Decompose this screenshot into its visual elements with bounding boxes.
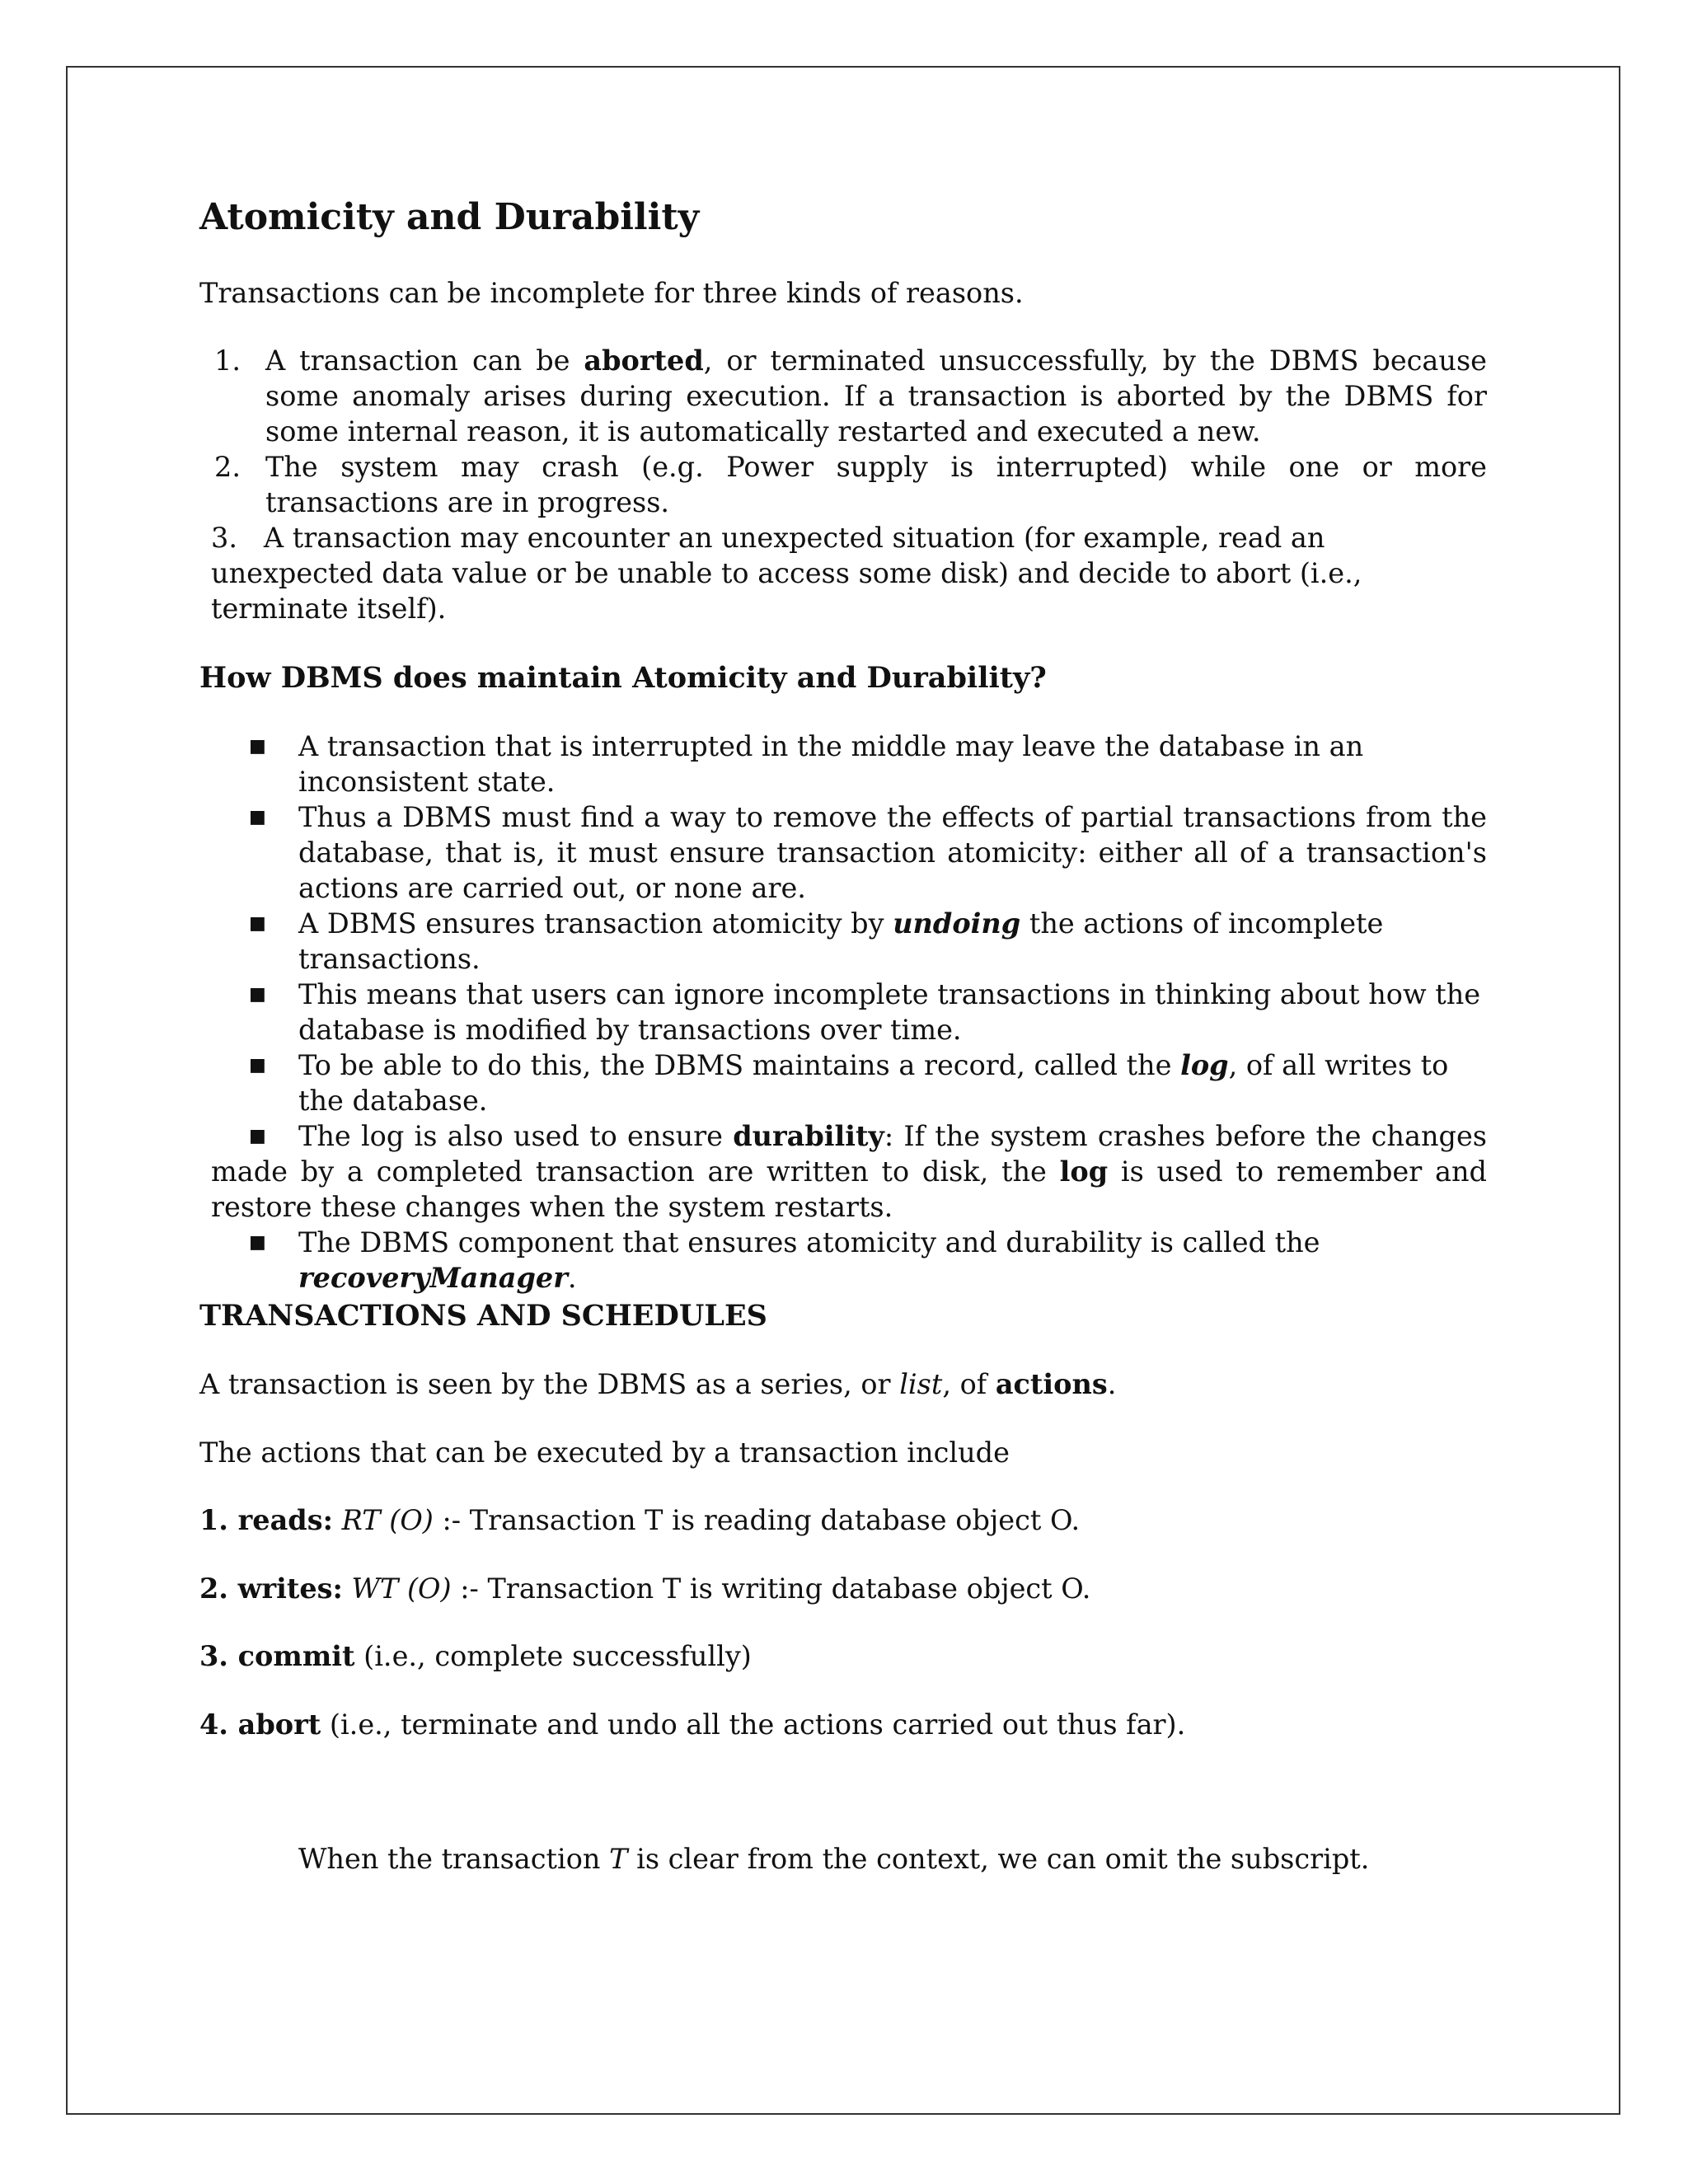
section-heading-transactions: TRANSACTIONS AND SCHEDULES <box>199 1299 767 1333</box>
page-title: Atomicity and Durability <box>199 196 700 238</box>
actions-lead-paragraph: The actions that can be executed by a transaction include <box>199 1436 1010 1469</box>
bullet-icon: ■ <box>249 736 266 757</box>
log-term-bold: log <box>1059 1155 1109 1188</box>
list-item: ■ This means that users can ignore incomplete transactions in thinking about how the database is modified by transactions over time. <box>249 978 1481 1046</box>
section-heading-atomicity: How DBMS does maintain Atomicity and Durability? <box>199 661 1047 695</box>
action-item-commit: 3. commit (i.e., complete successfully) <box>199 1640 752 1672</box>
bullet-icon: ■ <box>249 913 266 934</box>
list-item: ■ Thus a DBMS must find a way to remove the effects of partial transactions from the database, that is, it must ensure transaction atomicity: either all of a transaction's actions are carried out, or none are. <box>249 801 1487 904</box>
undoing-term: undoing <box>893 907 1021 940</box>
bullet-icon: ■ <box>249 1232 266 1253</box>
action-item-reads: 1. reads: RT (O) :- Transaction T is reading database object O. <box>199 1504 1081 1536</box>
bullet-icon: ■ <box>249 1055 266 1076</box>
actions-intro-paragraph: A transaction is seen by the DBMS as a series, or list, of actions. <box>199 1368 1117 1400</box>
reason-item: 2. The system may crash (e.g. Power supply is interrupted) while one or more transactions are in progress. <box>214 451 1487 518</box>
bullet-icon: ■ <box>249 984 266 1005</box>
reason-item: 1. A transaction can be aborted, or terminated unsuccessfully, by the DBMS because some anomaly arises during execution. If a transaction is aborted by the DBMS for some internal reason, it is automatically restarted and executed a new. <box>214 344 1487 448</box>
reason-number: 3. <box>211 522 237 554</box>
bullet-icon: ■ <box>249 807 266 827</box>
reasons-list <box>199 343 1487 626</box>
list-item: ■ A DBMS ensures transaction atomicity by undoing the actions of incomplete transactions. <box>249 907 1384 975</box>
aborted-term: aborted <box>584 344 704 377</box>
action-item-writes: 2. writes: WT (O) :- Transaction T is writing database object O. <box>199 1572 1091 1605</box>
log-term: log <box>1180 1049 1229 1081</box>
reason-item: 3. A transaction may encounter an unexpected situation (for example, read an unexpected data value or be unable to access some disk) and decide to abort (i.e., terminate itself). <box>211 522 1362 625</box>
durability-term: durability <box>733 1120 884 1152</box>
atomicity-bullet-list <box>199 729 1487 1296</box>
reason-number: 1. <box>214 344 241 377</box>
bullet-icon: ■ <box>249 1126 266 1146</box>
subscript-note: When the transaction T is clear from the context, we can omit the subscript. <box>298 1843 1370 1875</box>
list-item: ■ A transaction that is interrupted in the middle may leave the database in an inconsistent state. <box>249 730 1364 798</box>
list-item: ■ The log is also used to ensure durability: If the system crashes before the changes made by a completed transaction are written to disk, the log is used to remember and restore these changes when the system restarts. <box>211 1120 1487 1223</box>
reason-number: 2. <box>214 451 241 483</box>
action-item-abort: 4. abort (i.e., terminate and undo all the actions carried out thus far). <box>199 1708 1186 1741</box>
intro-paragraph: Transactions can be incomplete for three kinds of reasons. <box>199 277 1024 309</box>
list-item: ■ To be able to do this, the DBMS maintains a record, called the log, of all writes to the database. <box>249 1049 1449 1117</box>
list-item: ■ The DBMS component that ensures atomicity and durability is called the recoveryManager. <box>249 1226 1320 1294</box>
recovery-manager-term: recoveryManager <box>298 1262 568 1294</box>
